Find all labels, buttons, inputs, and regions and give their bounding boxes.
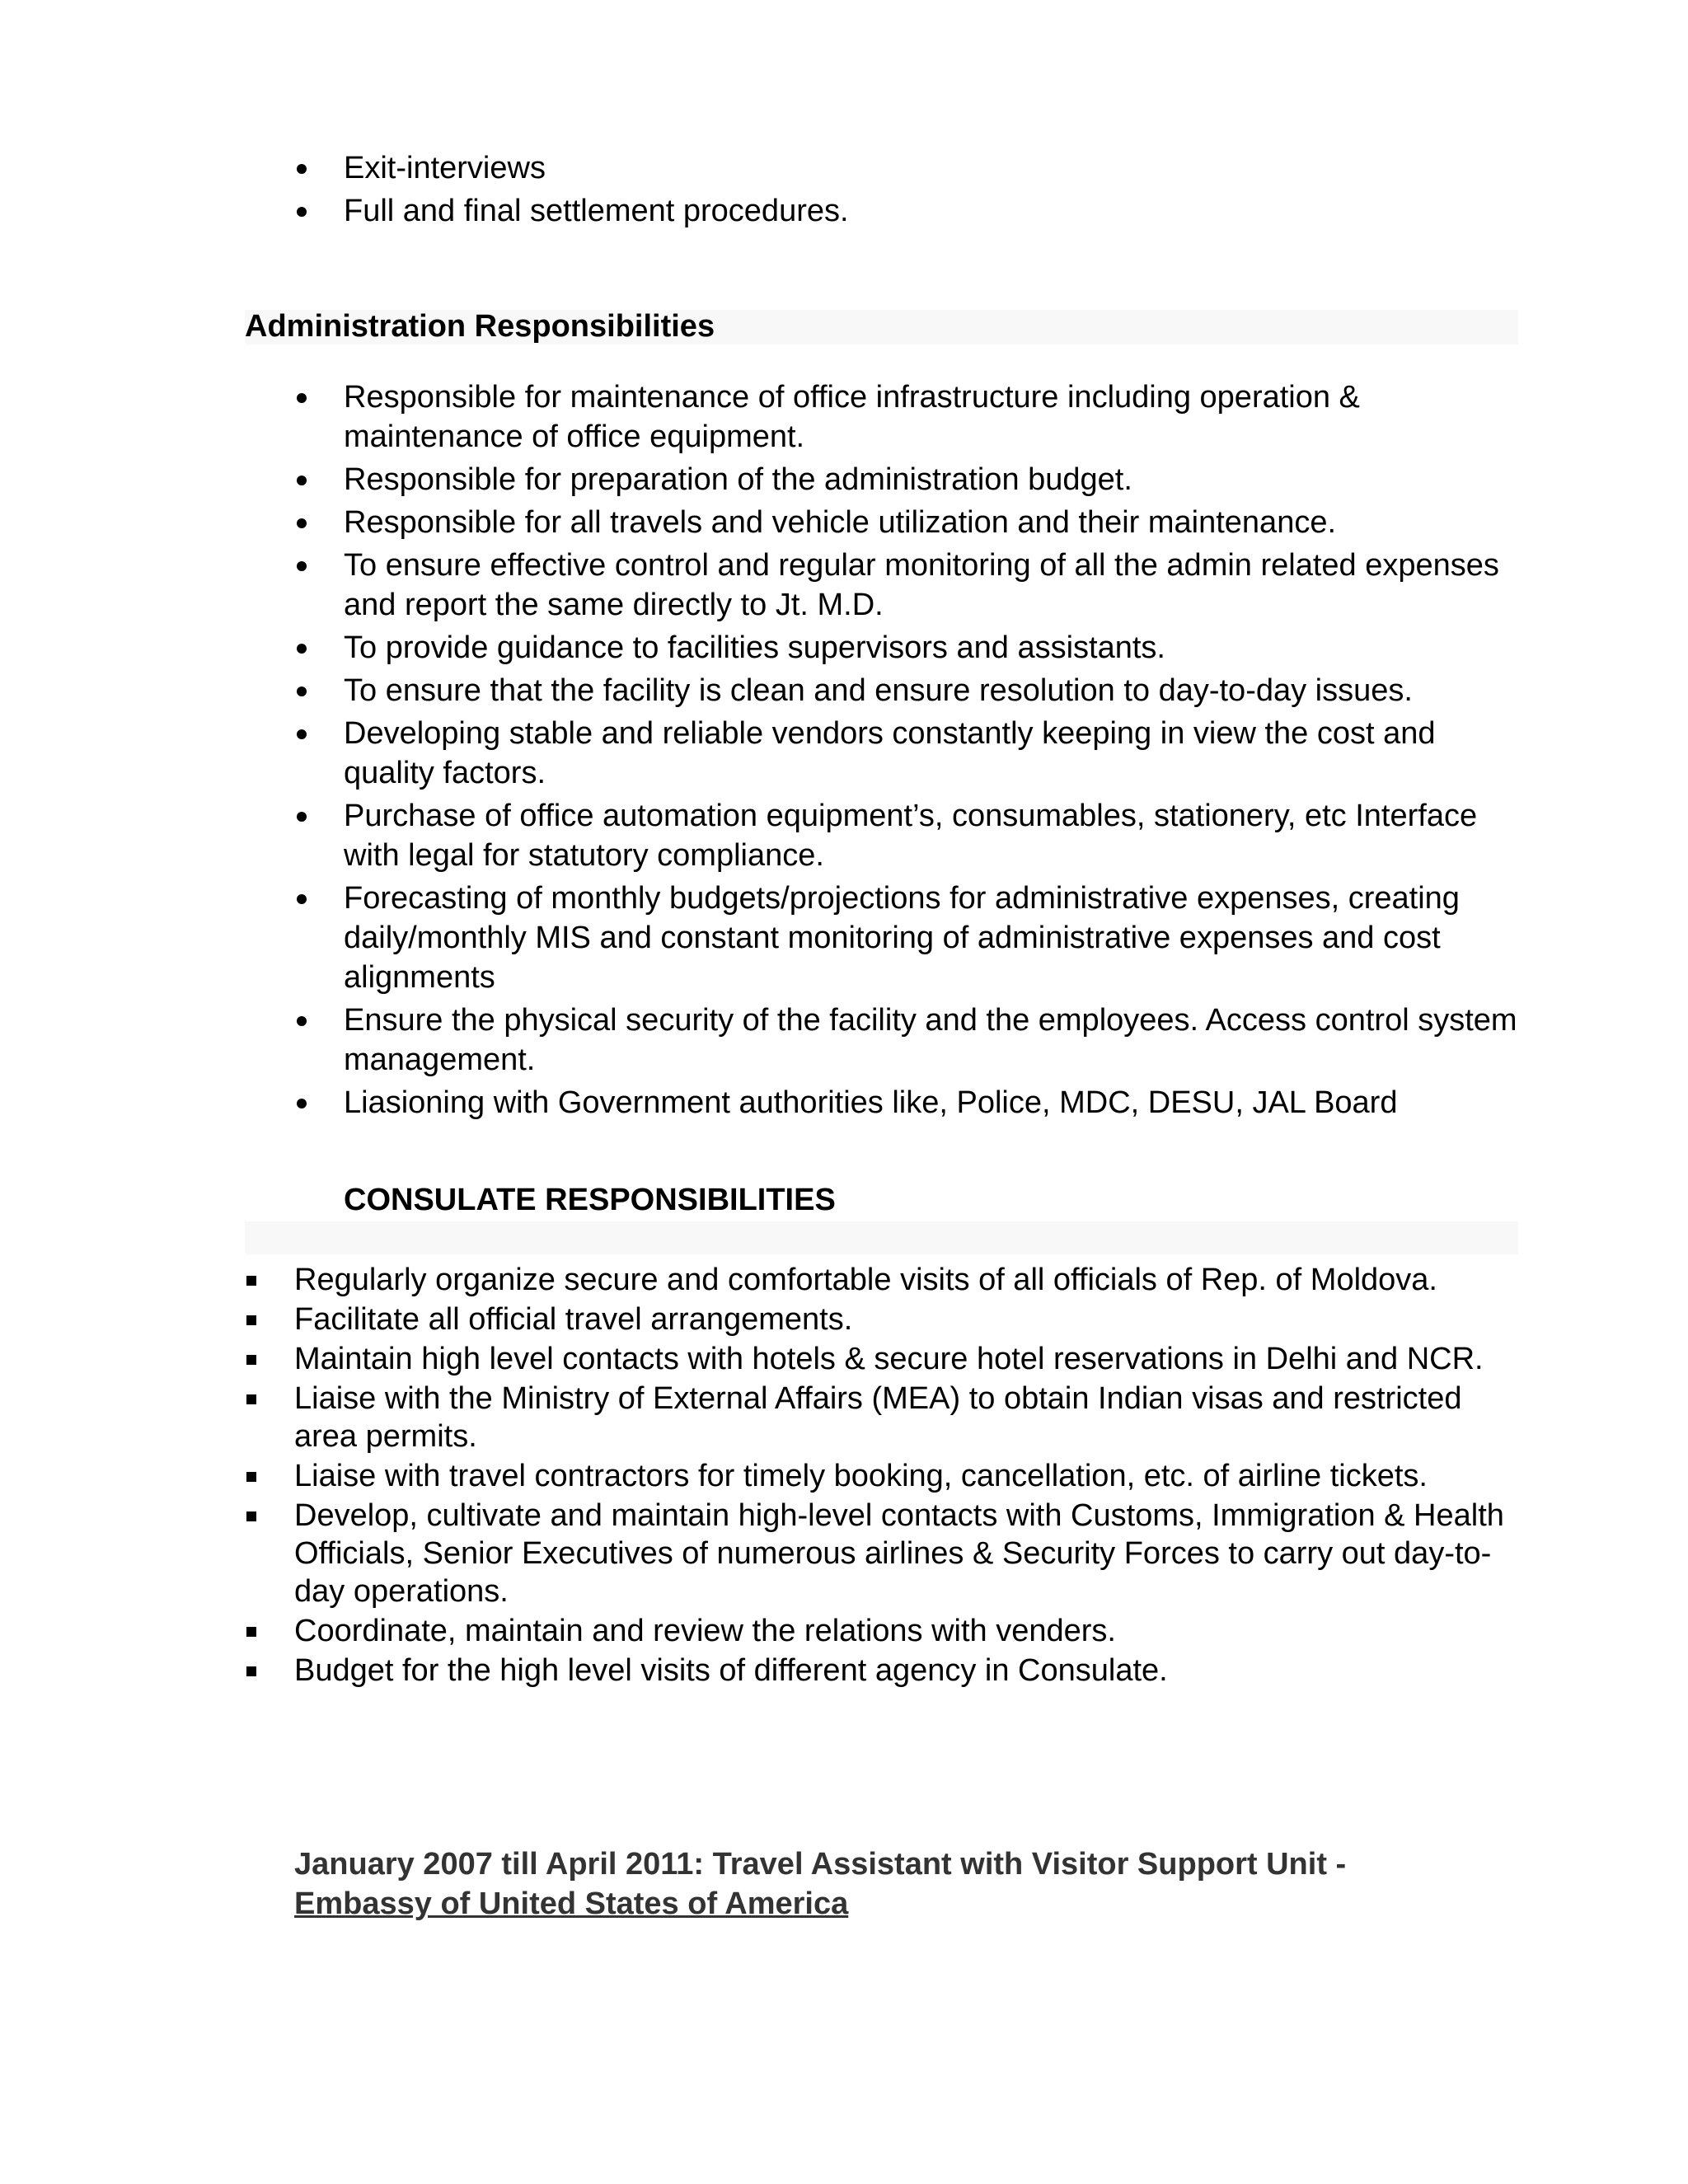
list-item: Budget for the high level visits of different agency in Consulate. [0, 1652, 1688, 1690]
list-item: Responsible for preparation of the administration budget. [0, 460, 1688, 499]
list-item: Liasioning with Government authorities like, Police, MDC, DESU, JAL Board [0, 1083, 1688, 1122]
list-item: To provide guidance to facilities supervisors and assistants. [0, 628, 1688, 668]
consulate-heading: CONSULATE RESPONSIBILITIES [344, 1183, 836, 1217]
list-item: Responsible for all travels and vehicle utilization and their maintenance. [0, 503, 1688, 542]
separation-list [0, 148, 1688, 234]
admin-heading: Administration Responsibilities [245, 309, 715, 344]
list-item: Liaise with travel contractors for timely booking, cancellation, etc. of airline tickets. [0, 1457, 1688, 1495]
heading-shading [245, 1221, 1518, 1254]
list-item: Maintain high level contacts with hotels & secure hotel reservations in Delhi and NCR. [0, 1340, 1688, 1378]
list-item: Forecasting of monthly budgets/projections for administrative expenses, creating daily/monthly MIS and constant monitoring of administrative expenses and cost alignments [0, 879, 1688, 997]
list-item: Responsible for maintenance of office infrastructure including operation & maintenance of office equipment. [0, 377, 1688, 457]
job-title: January 2007 till April 2011: Travel Assistant with Visitor Support Unit - [294, 1847, 1347, 1882]
admin-responsibilities-list [0, 377, 1688, 1126]
list-item: Coordinate, maintain and review the relations with venders. [0, 1612, 1688, 1650]
consulate-responsibilities-list [0, 1261, 1688, 1691]
list-item: To ensure that the facility is clean and ensure resolution to day-to-day issues. [0, 671, 1688, 710]
list-item: Ensure the physical security of the facility and the employees. Access control system management. [0, 1001, 1688, 1080]
list-item: Exit-interviews [0, 148, 1688, 188]
list-item: Facilitate all official travel arrangements. [0, 1301, 1688, 1338]
list-item: Regularly organize secure and comfortable visits of all officials of Rep. of Moldova. [0, 1261, 1688, 1299]
list-item: Full and final settlement procedures. [0, 191, 1688, 231]
list-item: Develop, cultivate and maintain high-level contacts with Customs, Immigration & Health Officials, Senior Executives of numerous airlines & Security Forces to carry out day-to-day operations. [0, 1497, 1688, 1610]
list-item: Developing stable and reliable vendors constantly keeping in view the cost and quality factors. [0, 714, 1688, 793]
list-item: Liaise with the Ministry of External Affairs (MEA) to obtain Indian visas and restricted area permits. [0, 1380, 1688, 1455]
job-entry [294, 1844, 1531, 1924]
list-item: To ensure effective control and regular monitoring of all the admin related expenses and report the same directly to Jt. M.D. [0, 546, 1688, 625]
employer-name: Embassy of United States of America [294, 1886, 849, 1921]
list-item: Purchase of office automation equipment’s, consumables, stationery, etc Interface with legal for statutory compliance. [0, 796, 1688, 875]
